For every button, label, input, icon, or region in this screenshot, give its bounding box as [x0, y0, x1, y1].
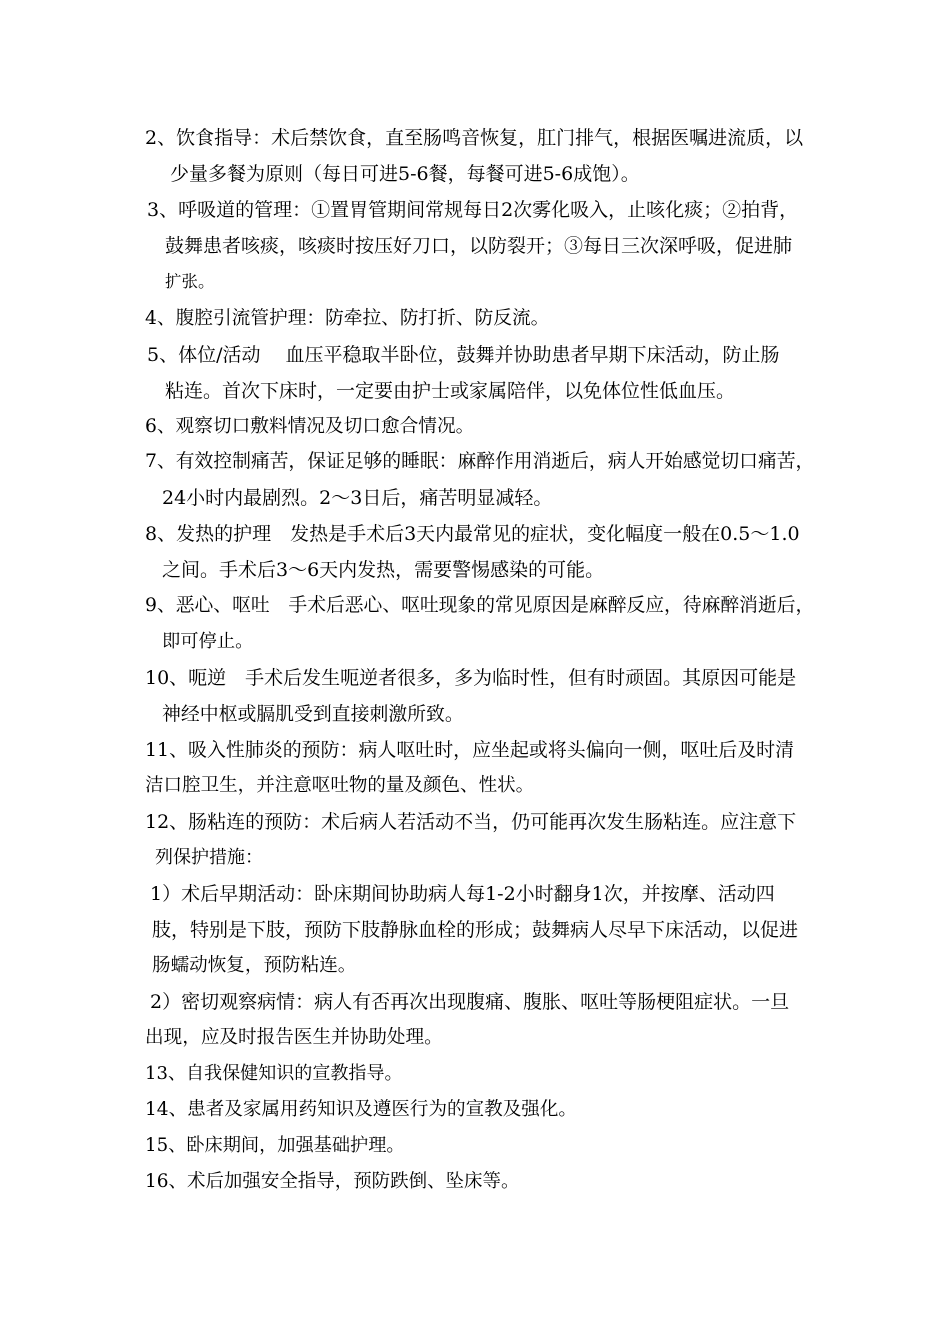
text-line: 14、患者及家属用药知识及遵医行为的宣教及强化。 — [145, 1099, 577, 1120]
text-line: 洁口腔卫生，并注意呕吐物的量及颜色、性状。 — [145, 775, 535, 796]
text-line: 1）术后早期活动：卧床期间协助病人每1-2小时翻身1次，并按摩、活动四 — [150, 883, 775, 905]
text-line: 11、吸入性肺炎的预防：病人呕吐时，应坐起或将头偏向一侧，呕吐后及时清 — [145, 739, 795, 761]
text-line: 8、发热的护理 发热是手术后3天内最常见的症状，变化幅度一般在0.5～1.0 — [145, 523, 800, 545]
text-line: 肠蠕动恢复，预防粘连。 — [152, 955, 357, 976]
text-line: 7、有效控制痛苦，保证足够的睡眠：麻醉作用消逝后，病人开始感觉切口痛苦， — [145, 451, 815, 472]
text-line: 2）密切观察病情：病人有否再次出现腹痛、腹胀、呕吐等肠梗阻症状。一旦 — [150, 991, 790, 1013]
text-line: 9、恶心、呕吐 手术后恶心、呕吐现象的常见原因是麻醉反应，待麻醉消逝后， — [145, 595, 815, 616]
text-line: 4、腹腔引流管护理：防牵拉、防打折、防反流。 — [145, 308, 550, 329]
text-line: 之间。手术后3～6天内发热，需要警惕感染的可能。 — [162, 559, 605, 581]
text-line: 神经中枢或膈肌受到直接刺激所致。 — [162, 703, 464, 725]
text-line: 16、术后加强安全指导，预防跌倒、坠床等。 — [145, 1171, 520, 1192]
text-line: 5、体位/活动 血压平稳取半卧位，鼓舞并协助患者早期下床活动，防止肠 — [147, 344, 780, 366]
text-line: 3、呼吸道的管理：①置胃管期间常规每日2次雾化吸入，止咳化痰；②拍背， — [147, 199, 799, 221]
text-line: 24小时内最剧烈。2～3日后，痛苦明显减轻。 — [162, 487, 553, 509]
text-line: 即可停止。 — [162, 631, 254, 652]
text-line: 扩张。 — [165, 272, 215, 291]
text-line: 10、呃逆 手术后发生呃逆者很多，多为临时性，但有时顽固。其原因可能是 — [145, 667, 797, 689]
text-line: 肢，特别是下肢，预防下肢静脉血栓的形成；鼓舞病人尽早下床活动，以促进 — [152, 919, 799, 941]
text-line: 2、饮食指导：术后禁饮食，直至肠鸣音恢复，肛门排气，根据医嘱进流质，以 — [145, 127, 804, 149]
text-line: 6、观察切口敷料情况及切口愈合情况。 — [145, 416, 475, 437]
text-line: 粘连。首次下床时，一定要由护士或家属陪伴，以免体位性低血压。 — [165, 380, 736, 402]
text-line: 鼓舞患者咳痰，咳痰时按压好刀口，以防裂开；③每日三次深呼吸，促进肺 — [165, 235, 793, 257]
text-line: 13、自我保健知识的宣教指导。 — [145, 1063, 403, 1084]
text-line: 15、卧床期间，加强基础护理。 — [145, 1135, 405, 1156]
text-line: 少量多餐为原则（每日可进5-6餐，每餐可进5-6成饱）。 — [170, 163, 640, 185]
text-line: 12、肠粘连的预防：术后病人若活动不当，仍可能再次发生肠粘连。应注意下 — [145, 811, 797, 833]
text-line: 出现，应及时报告医生并协助处理。 — [145, 1027, 443, 1048]
text-line: 列保护措施： — [155, 847, 263, 868]
